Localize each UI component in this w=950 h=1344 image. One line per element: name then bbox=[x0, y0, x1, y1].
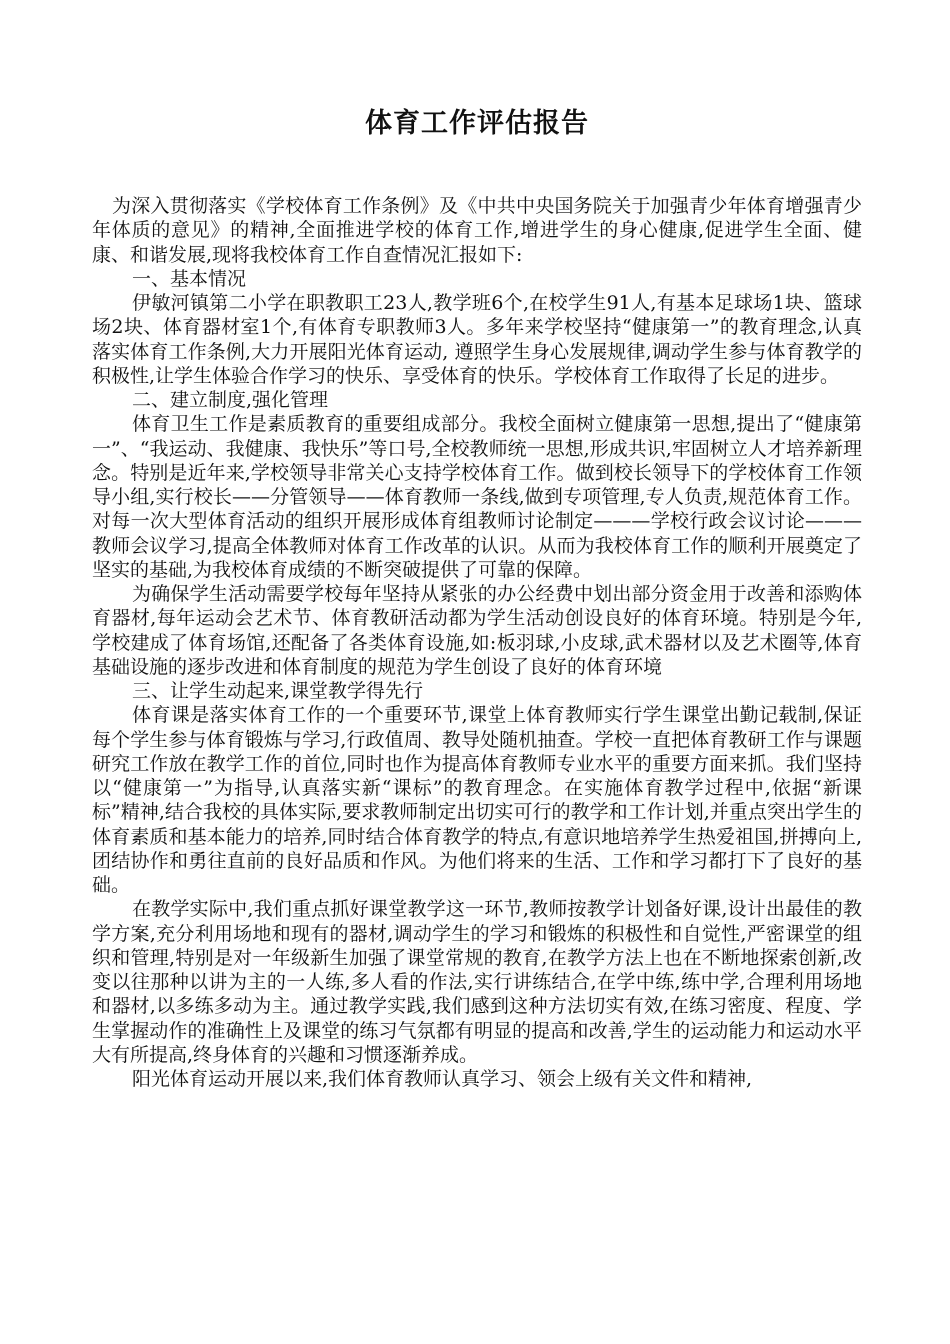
body-paragraph: 伊敏河镇第二小学在职教职工23人,教学班6个,在校学生91人,有基本足球场1块、篮球场2块、体育器材室1个,有体育专职教师3人。多年来学校坚持“健康第一”的教育理念,认真落实体育工作条例,大力开展阳光体育运动, 遵照学生身心发展规律,调动学生参与体育教学的积极性,让学生体验合作学习的快乐、享受体育的快乐。学校体育工作取得了长足的进步。 bbox=[92, 292, 862, 387]
document-title: 体育工作评估报告 bbox=[365, 108, 589, 139]
section-heading-basic-info: 一、基本情况 bbox=[132, 267, 247, 290]
document-body bbox=[92, 194, 862, 1091]
body-paragraph: 在教学实际中,我们重点抓好课堂教学这一环节,教师按教学计划备好课,设计出最佳的教学方案,充分利用场地和现有的器材,调动学生的学习和锻炼的积极性和自觉性,严密课堂的组织和管理,特别是对一年级新生加强了课堂常规的教育,在教学方法上也在不断地探索创新,改变以往那种以讲为主的一人练,多人看的作法,实行讲练结合,在学中练,练中学,合理利用场地和器材,以多练多动为主。通过教学实践,我们感到这种方法切实有效,在练习密度、程度、学生掌握动作的准确性上及课堂的练习气氛都有明显的提高和改善,学生的运动能力和运动水平大有所提高,终身体育的兴趣和习惯逐渐养成。 bbox=[92, 898, 862, 1066]
body-paragraph: 阳光体育运动开展以来,我们体育教师认真学习、领会上级有关文件和精神, bbox=[132, 1068, 753, 1090]
intro-paragraph: 为深入贯彻落实《学校体育工作条例》及《中共中央国务院关于加强青少年体育增强青少年体质的意见》的精神,全面推进学校的体育工作,增进学生的身心健康,促进学生全面、健康、和谐发展,现将我校体育工作自查情况汇报如下: bbox=[92, 195, 862, 266]
section-heading-management: 二、建立制度,强化管理 bbox=[132, 389, 329, 411]
body-paragraph: 体育卫生工作是素质教育的重要组成部分。我校全面树立健康第一思想,提出了“健康第一”、“我运动、我健康、我快乐”等口号,全校教师统一思想,形成共识,牢固树立人才培养新理念。特别是近年来,学校领导非常关心支持学校体育工作。做到校长领导下的学校体育工作领导小组,实行校长——分管领导——体育教师一条线,做到专项管理,专人负责,规范体育工作。对每一次大型体育活动的组织开展形成体育组教师讨论制定———学校行政会议讨论———教师会议学习,提高全体教师对体育工作改革的认识。从而为我校体育工作的顺利开展奠定了坚实的基础,为我校体育成绩的不断突破提供了可靠的保障。 bbox=[92, 413, 862, 581]
body-paragraph: 为确保学生活动需要学校每年坚持从紧张的办公经费中划出部分资金用于改善和添购体育器材,每年运动会艺术节、体育教研活动都为学生活动创设良好的体育环境。特别是今年,学校建成了体育场馆,还配备了各类体育设施,如:板羽球,小皮球,武术器材以及艺术圈等,体育基础设施的逐步改进和体育制度的规范为学生创设了良好的体育环境 bbox=[92, 583, 862, 678]
section-heading-classroom: 三、让学生动起来,课堂教学得先行 bbox=[132, 680, 424, 702]
body-paragraph: 体育课是落实体育工作的一个重要环节,课堂上体育教师实行学生课堂出勤记载制,保证每个学生参与体育锻炼与学习,行政值周、教导处随机抽查。学校一直把体育教研工作与课题研究工作放在教学工作的首位,同时也作为提高体育教师专业水平的重要方面来抓。我们坚持以“健康第一”为指导,认真落实新“课标”的教育理念。在实施体育教学过程中,依据“新课标”精神,结合我校的具体实际,要求教师制定出切实可行的教学和工作计划,并重点突出学生的体育素质和基本能力的培养,同时结合体育教学的特点,有意识地培养学生热爱祖国,拼搏向上,团结协作和勇往直前的良好品质和作风。为他们将来的生活、工作和学习都打下了良好的基础。 bbox=[92, 704, 862, 896]
